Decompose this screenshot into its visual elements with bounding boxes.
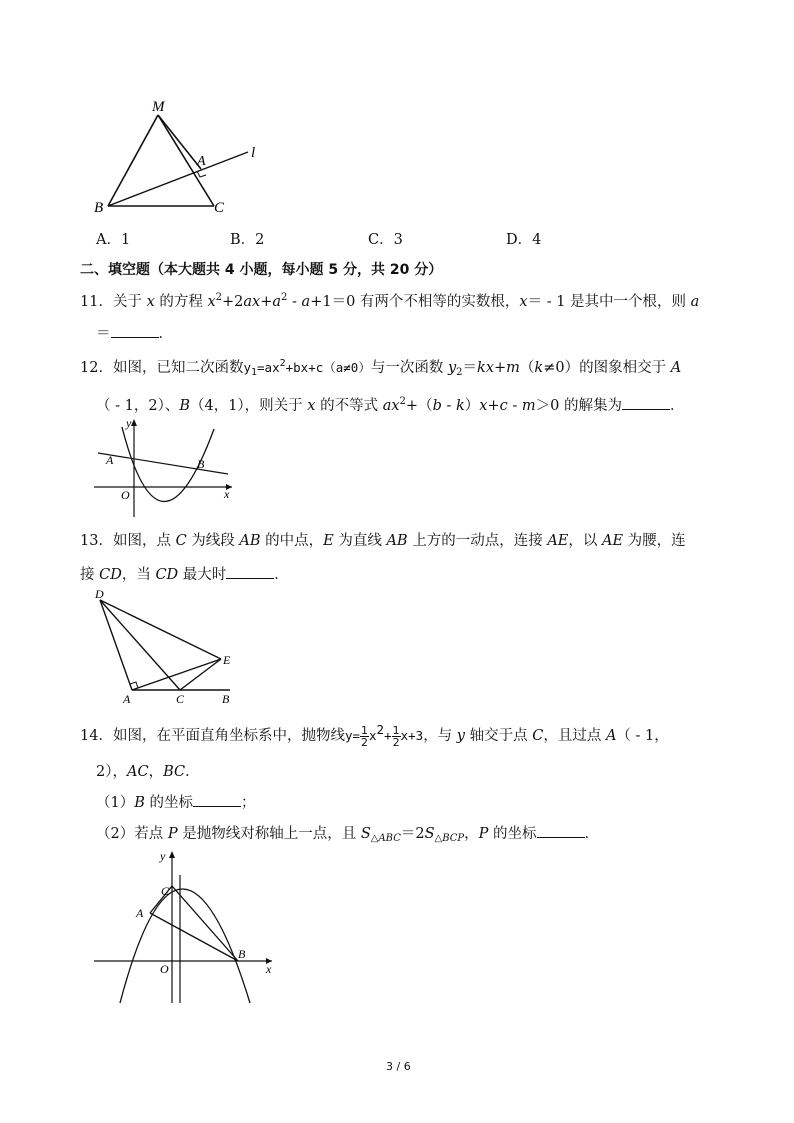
label-x: x <box>266 962 272 976</box>
label-a: A <box>197 154 206 169</box>
q11-answer-blank[interactable] <box>111 325 159 338</box>
label-y: y <box>160 849 166 863</box>
q10-option-d: D．4 <box>506 232 542 248</box>
q14-part1-answer-blank[interactable] <box>193 794 241 807</box>
q10-triangle-figure <box>90 95 270 220</box>
q13-line1: 13．如图，点 C 为线段 AB 的中点，E 为直线 AB 上方的一动点，连接 AE，以 AE 为腰，连 <box>80 533 686 549</box>
q14-line1: 14．如图，在平面直角坐标系中，抛物线y= $\frac{1}{2}$ x2+ $\frac{1}{2}$ x+3，与 y 轴交于点 C，且过点 A（ ‑ 1， <box>80 722 669 749</box>
segment-dc <box>100 600 180 690</box>
segment-ma <box>158 115 201 169</box>
q10-option-c: C．3 <box>368 232 403 248</box>
label-l: l <box>251 145 256 161</box>
label-b: B <box>94 200 104 216</box>
q14-line2: 2），AC，BC． <box>96 764 200 780</box>
segment-ce <box>180 659 221 690</box>
section-2-heading: 二、填空题（本大题共 4 小题，每小题 5 分，共 20 分） <box>80 262 443 278</box>
y-axis-arrow <box>169 851 175 858</box>
segment-mb <box>108 115 158 206</box>
q13-line2: 接 CD，当 CD 最大时 ． <box>80 567 289 583</box>
label-c: C <box>214 200 225 216</box>
label-b: B <box>197 457 205 471</box>
q12-graph-figure <box>90 415 240 520</box>
label-y: y <box>126 416 132 430</box>
q14-part2-answer-blank[interactable] <box>537 825 585 838</box>
y-axis-arrow <box>131 419 137 426</box>
q13-answer-blank[interactable] <box>226 566 274 579</box>
label-o: O <box>121 488 130 502</box>
label-m: M <box>152 99 165 115</box>
q11-line2: ＝ ． <box>96 326 173 342</box>
label-d: D <box>95 587 104 601</box>
label-a: A <box>123 692 131 706</box>
label-o: O <box>160 962 169 976</box>
q10-option-a: A．1 <box>96 232 131 248</box>
q14-part2: （2）若点 P 是抛物线对称轴上一点，且 $S_{\triangle ABC}=2S_{\triangle BCP}$，P 的坐标 ． <box>96 826 600 844</box>
page-number: 3 / 6 <box>386 1060 411 1073</box>
label-x: x <box>224 487 230 501</box>
label-a: A <box>136 906 144 920</box>
line-l <box>108 152 248 206</box>
q10-option-b: B．2 <box>230 232 265 248</box>
q11-line1: 11．关于 x 的方程 $x^2+2ax+a^2$ ‑ a+1＝0 有两个不相等的实数根，x＝ ‑ 1 是其中一个根，则 a <box>80 292 700 310</box>
q14-parabola-figure <box>90 845 280 1005</box>
q12-line1: 12．如图，已知二次函数$y_1=ax^2+bx+c(a\ne 0)$与一次函数 $y_2=kx+m(k\ne 0)$的图象相交于 A <box>80 358 682 378</box>
q12-answer-blank[interactable] <box>622 397 670 410</box>
label-a: A <box>106 453 114 467</box>
label-b: B <box>222 692 230 706</box>
segment-ab <box>150 913 238 961</box>
label-c: C <box>176 692 185 706</box>
segment-cb <box>172 886 238 961</box>
linear-function-line <box>98 453 228 474</box>
segment-mc <box>158 115 214 206</box>
q13-geometry-figure <box>88 586 248 706</box>
label-c: C <box>161 884 170 898</box>
label-e: E <box>223 653 231 667</box>
label-b: B <box>238 947 246 961</box>
q12-line2: （ ‑ 1，2）、B（4，1），则关于 x 的不等式 $ax^2+(b$ ‑ k）x+c ‑ m＞0 的解集为 ． <box>96 396 685 414</box>
q14-part1: （1）B 的坐标 ； <box>96 795 256 811</box>
